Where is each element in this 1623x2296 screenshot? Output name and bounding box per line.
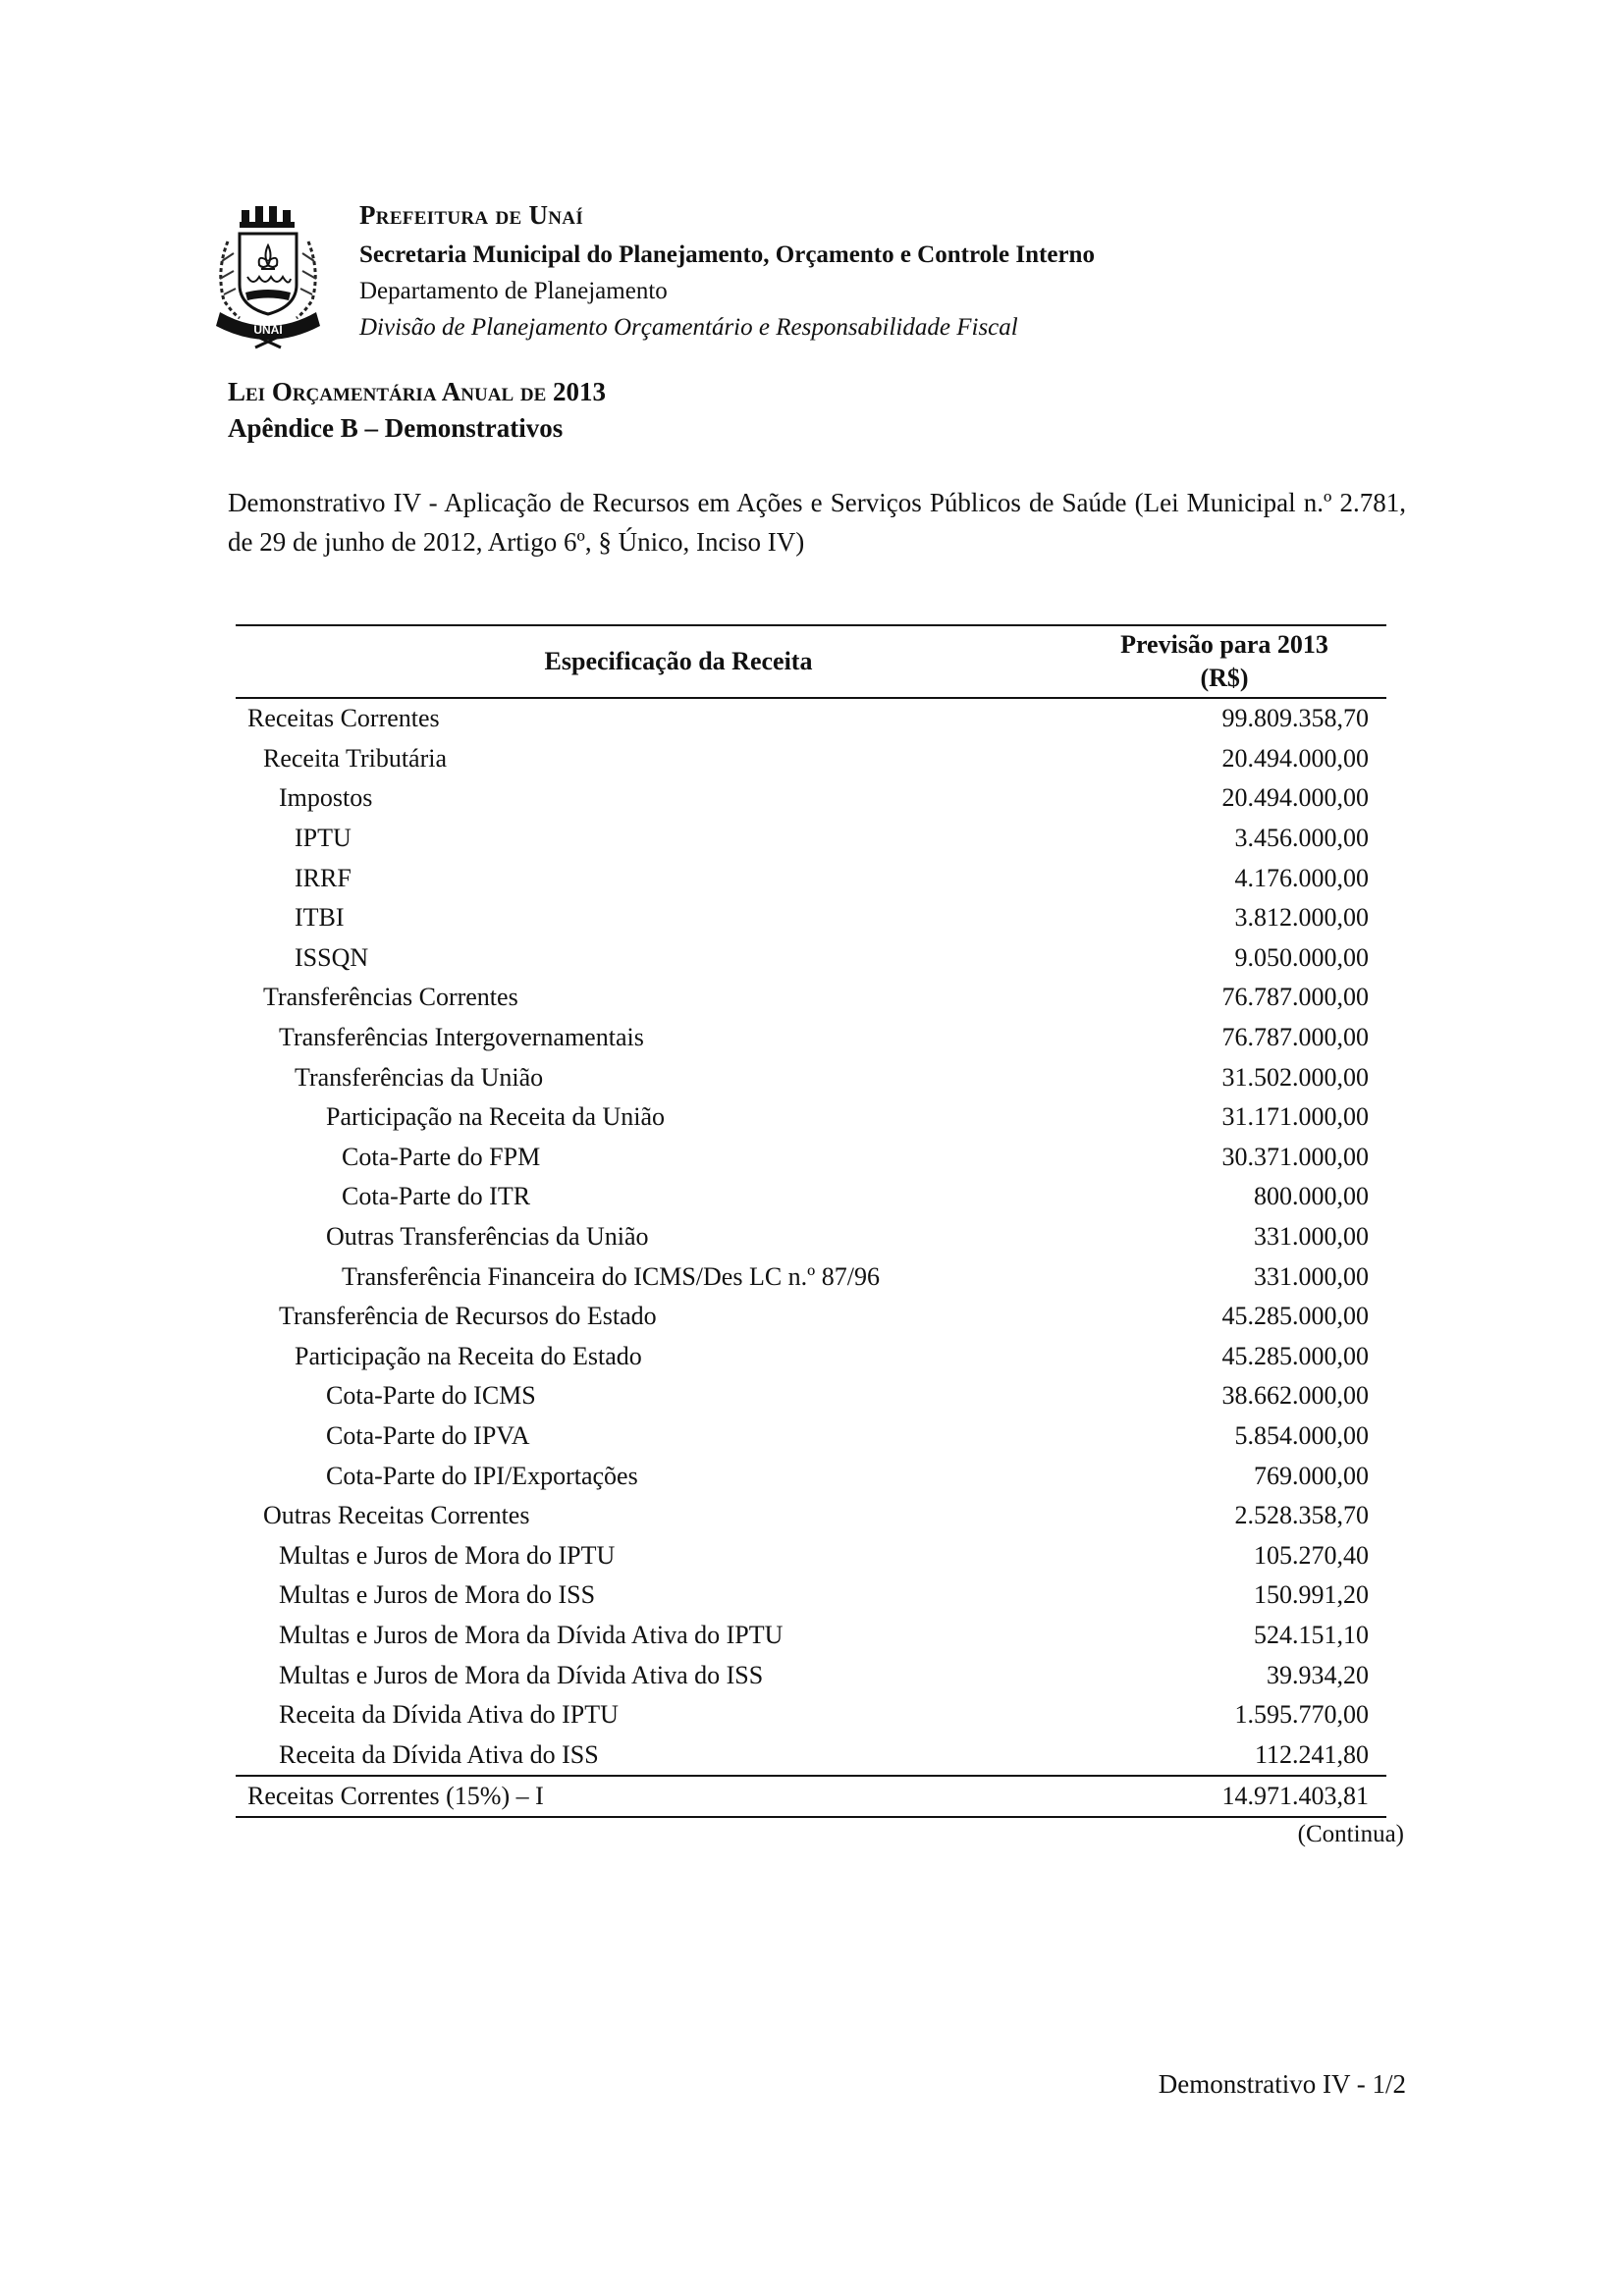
- table-row: [236, 1138, 1386, 1178]
- letterhead-department: Departamento de Planejamento: [359, 278, 668, 304]
- row-label: Multas e Juros de Mora da Dívida Ativa do IPTU: [279, 1620, 784, 1649]
- row-value: 331.000,00: [1254, 1261, 1369, 1291]
- table-row: [236, 1097, 1386, 1138]
- total-value: 14.971.403,81: [1062, 1776, 1386, 1817]
- row-label: Multas e Juros de Mora do ISS: [279, 1580, 596, 1610]
- row-label: Cota-Parte do ITR: [342, 1182, 531, 1211]
- letterhead-secretariat: Secretaria Municipal do Planejamento, Orçamento e Controle Interno: [359, 241, 1095, 268]
- row-label: Impostos: [279, 783, 373, 813]
- row-value: 31.502.000,00: [1221, 1062, 1369, 1092]
- row-value: 76.787.000,00: [1221, 983, 1369, 1012]
- row-value: 76.787.000,00: [1221, 1023, 1369, 1052]
- table-row: [236, 1695, 1386, 1735]
- header-forecast: [1062, 625, 1386, 698]
- table-row: [236, 1177, 1386, 1217]
- row-value: 800.000,00: [1254, 1182, 1369, 1211]
- header-specification: Especificação da Receita: [236, 625, 1062, 698]
- table-row: [236, 1496, 1386, 1536]
- table-row: [236, 1535, 1386, 1575]
- table-row: [236, 739, 1386, 779]
- letterhead-municipality: Prefeitura de Unaí: [359, 200, 584, 230]
- table-header-row: [236, 625, 1386, 698]
- row-value: 20.494.000,00: [1221, 783, 1369, 813]
- row-value: 4.176.000,00: [1234, 863, 1369, 892]
- table-total-row: [236, 1776, 1386, 1817]
- row-value: 3.812.000,00: [1234, 903, 1369, 933]
- row-label: IRRF: [295, 863, 352, 892]
- table-row: [236, 1217, 1386, 1257]
- row-label: ITBI: [295, 903, 345, 933]
- header-forecast-line2: (R$): [1200, 664, 1249, 692]
- row-value: 150.991,20: [1254, 1580, 1369, 1610]
- logo-banner-text: UNAÍ: [253, 323, 283, 337]
- revenue-table: [236, 624, 1386, 1818]
- row-value: 105.270,40: [1254, 1540, 1369, 1570]
- row-label: Cota-Parte do ICMS: [326, 1381, 536, 1411]
- row-label: Transferências Intergovernamentais: [279, 1023, 644, 1052]
- continuation-note: (Continua): [1297, 1821, 1404, 1847]
- document-subtitle: Apêndice B – Demonstrativos: [228, 413, 564, 443]
- row-label: Receita da Dívida Ativa do ISS: [279, 1739, 599, 1769]
- row-label: Transferências da União: [295, 1062, 544, 1092]
- row-label: Participação na Receita da União: [326, 1102, 666, 1132]
- row-value: 331.000,00: [1254, 1222, 1369, 1252]
- row-label: Multas e Juros de Mora da Dívida Ativa do ISS: [279, 1660, 764, 1689]
- row-label: Cota-Parte do IPVA: [326, 1420, 530, 1450]
- table-row: [236, 1416, 1386, 1457]
- table-row: [236, 1735, 1386, 1776]
- table-row: [236, 938, 1386, 979]
- intro-paragraph: Demonstrativo IV - Aplicação de Recursos em Ações e Serviços Públicos de Saúde (Lei Municipal n.º 2.781, de 29 de junho de 2012, Artigo 6º, § Único, Inciso IV): [228, 488, 1406, 557]
- row-label: Cota-Parte do FPM: [342, 1142, 541, 1171]
- row-value: 5.854.000,00: [1234, 1420, 1369, 1450]
- row-value: 2.528.358,70: [1234, 1501, 1369, 1530]
- row-label: Outras Receitas Correntes: [263, 1501, 530, 1530]
- row-label: Receita da Dívida Ativa do IPTU: [279, 1700, 619, 1730]
- row-label: Multas e Juros de Mora do IPTU: [279, 1540, 616, 1570]
- row-value: 20.494.000,00: [1221, 743, 1369, 773]
- row-label: ISSQN: [295, 942, 369, 972]
- table-row: [236, 978, 1386, 1018]
- table-row: [236, 1297, 1386, 1337]
- table-row: [236, 1057, 1386, 1097]
- row-value: 1.595.770,00: [1234, 1700, 1369, 1730]
- table-row: [236, 1575, 1386, 1616]
- table-row: [236, 1616, 1386, 1656]
- row-value: 112.241,80: [1254, 1739, 1369, 1769]
- page-footer: Demonstrativo IV - 1/2: [1158, 2069, 1406, 2099]
- row-value: 524.151,10: [1254, 1620, 1369, 1649]
- row-value: 99.809.358,70: [1221, 704, 1369, 733]
- municipal-coat-of-arms-icon: [214, 202, 322, 349]
- table-row: [236, 898, 1386, 938]
- row-label: Cota-Parte do IPI/Exportações: [326, 1461, 638, 1490]
- row-label: Transferência de Recursos do Estado: [279, 1302, 657, 1331]
- table-row: [236, 778, 1386, 819]
- row-label: Participação na Receita do Estado: [295, 1341, 642, 1370]
- row-value: 38.662.000,00: [1221, 1381, 1369, 1411]
- row-value: 9.050.000,00: [1234, 942, 1369, 972]
- header-forecast-line1: Previsão para 2013: [1120, 630, 1328, 659]
- table-row: [236, 1456, 1386, 1496]
- letterhead-division: Divisão de Planejamento Orçamentário e Responsabilidade Fiscal: [359, 314, 1018, 341]
- table-row: [236, 1018, 1386, 1058]
- table-row: [236, 1256, 1386, 1297]
- table-row: [236, 1376, 1386, 1416]
- row-value: 30.371.000,00: [1221, 1142, 1369, 1171]
- row-label: Receita Tributária: [263, 743, 448, 773]
- row-label: Receitas Correntes: [247, 704, 440, 733]
- table-row: [236, 1655, 1386, 1695]
- total-label: Receitas Correntes (15%) – I: [236, 1776, 1062, 1817]
- table-row: [236, 1337, 1386, 1377]
- row-value: 45.285.000,00: [1221, 1302, 1369, 1331]
- table-row: [236, 858, 1386, 898]
- table-row: [236, 819, 1386, 859]
- document-title: Lei Orçamentária Anual de 2013: [228, 377, 607, 406]
- row-value: 769.000,00: [1254, 1461, 1369, 1490]
- row-value: 39.934,20: [1267, 1660, 1369, 1689]
- row-label: Transferências Correntes: [263, 983, 518, 1012]
- row-value: 3.456.000,00: [1234, 824, 1369, 853]
- row-value: 45.285.000,00: [1221, 1341, 1369, 1370]
- row-label: Transferência Financeira do ICMS/Des LC n.º 87/96: [342, 1261, 880, 1291]
- row-label: IPTU: [295, 824, 352, 853]
- row-label: Outras Transferências da União: [326, 1222, 649, 1252]
- table-row: [236, 698, 1386, 739]
- row-value: 31.171.000,00: [1221, 1102, 1369, 1132]
